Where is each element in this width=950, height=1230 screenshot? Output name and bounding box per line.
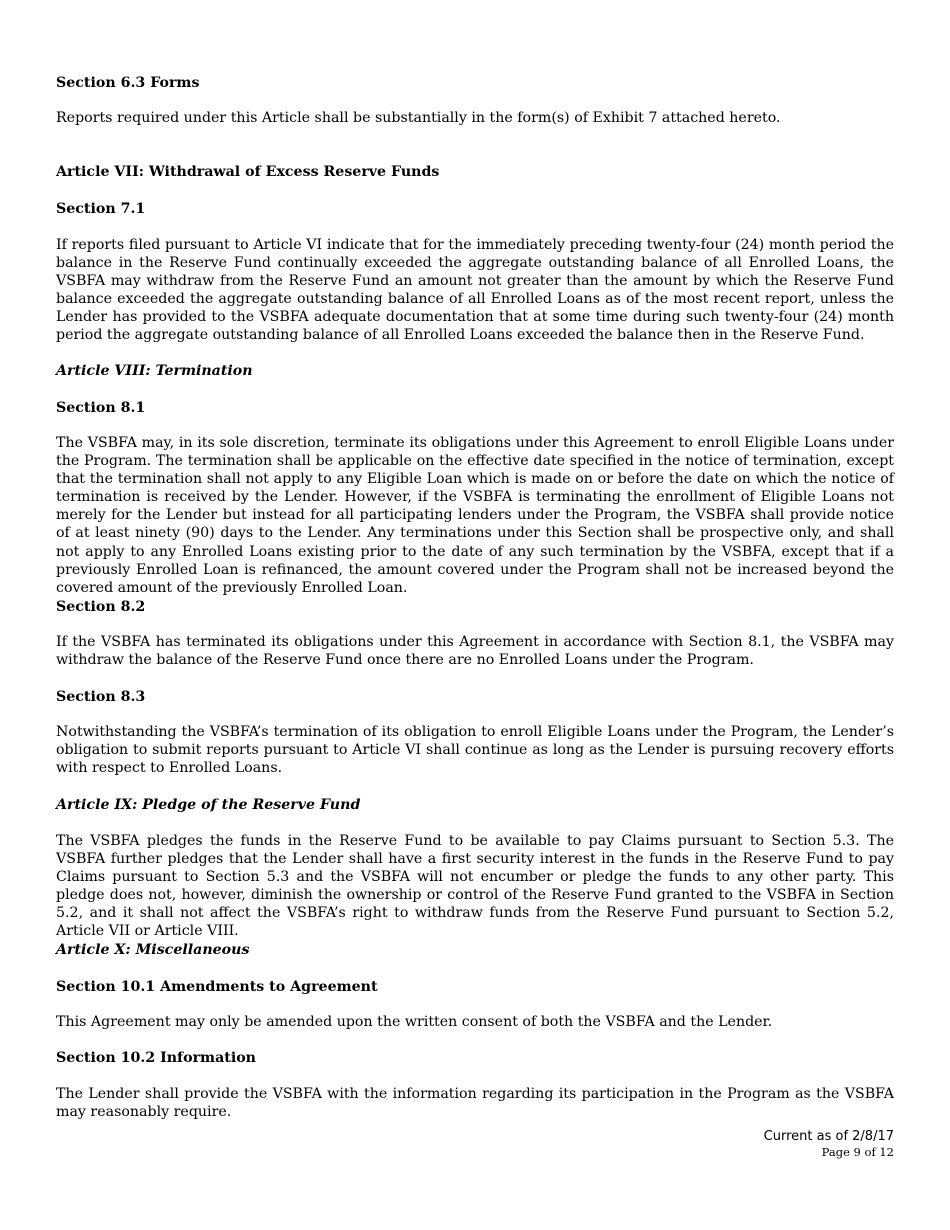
section-7-1-text: If reports filed pursuant to Article VI indicate that for the immediately preceding twenty-four (24) month period the balance in the Reserve Fund continually exceeded the aggregate outstanding balance of all Enrolled Loans, the VSBFA may withdraw from the Reserve Fund an amount not greater than the amount by which the Reserve Fund balance exceeded the aggregate outstanding balance of all Enrolled Loans as of the most recent report, unless the Lender has provided to the VSBFA adequate documentation that at some time during such twenty-four (24) month period the aggregate outstanding balance of all Enrolled Loans exceeded the balance then in the Reserve Fund. [56,237,894,344]
section-6-3-heading: Section 6.3 Forms [56,75,200,91]
section-10-2-heading: Section 10.2 Information [56,1050,256,1066]
article-9-text: The VSBFA pledges the funds in the Reserve Fund to be available to pay Claims pursuant to Section 5.3. The VSBFA further pledges that the Lender shall have a first security interest in the funds in the Reserve Fund to pay Claims pursuant to Section 5.3 and the VSBFA will not encumber or pledge the funds to any other party. This pledge does not, however, diminish the ownership or control of the Reserve Fund granted to the VSBFA in Section 5.2, and it shall not affect the VSBFA’s right to withdraw funds from the Reserve Fund pursuant to Section 5.2, Article VII or Article VIII. [56,833,894,940]
section-8-3-heading: Section 8.3 [56,689,146,705]
article-9-heading: Article IX: Pledge of the Reserve Fund [56,797,361,813]
section-7-1-heading: Section 7.1 [56,201,146,217]
footer-current-date: Current as of 2/8/17 [763,1129,894,1144]
article-8-heading: Article VIII: Termination [56,363,253,379]
section-8-3-text: Notwithstanding the VSBFA’s termination of its obligation to enroll Eligible Loans under the Program, the Lender’s obligation to submit reports pursuant to Article VI shall continue as long as the Lender is pursuing recovery efforts with respect to Enrolled Loans. [56,724,894,777]
section-10-1-heading: Section 10.1 Amendments to Agreement [56,979,378,995]
section-10-1-text: This Agreement may only be amended upon the written consent of both the VSBFA and the Lender. [56,1014,773,1030]
section-8-1-heading: Section 8.1 [56,400,146,416]
footer-page-number: Page 9 of 12 [821,1145,894,1159]
section-8-2-text: If the VSBFA has terminated its obligations under this Agreement in accordance with Section 8.1, the VSBFA may withdraw the balance of the Reserve Fund once there are no Enrolled Loans under the Program. [56,634,894,669]
section-10-2-text: The Lender shall provide the VSBFA with the information regarding its participation in the Program as the VSBFA may reasonably require. [56,1086,894,1121]
article-10-heading: Article X: Miscellaneous [56,942,250,958]
section-8-1-text: The VSBFA may, in its sole discretion, terminate its obligations under this Agreement to enroll Eligible Loans under the Program. The termination shall be applicable on the effective date specified in the notice of termination, except that the termination shall not apply to any Eligible Loan which is made on or before the date on which the notice of termination is received by the Lender. However, if the VSBFA is terminating the enrollment of Eligible Loans not merely for the Lender but instead for all participating lenders under the Program, the VSBFA shall provide notice of at least ninety (90) days to the Lender. Any terminations under this Section shall be prospective only, and shall not apply to any Enrolled Loans existing prior to the date of any such termination by the VSBFA, except that if a previously Enrolled Loan is refinanced, the amount covered under the Program shall not be increased beyond the covered amount of the previously Enrolled Loan. [56,435,894,596]
section-6-3-text: Reports required under this Article shall be substantially in the form(s) of Exhibit 7 attached hereto. [56,110,781,126]
section-8-2-heading: Section 8.2 [56,599,146,615]
article-7-heading: Article VII: Withdrawal of Excess Reserve Funds [56,164,440,180]
